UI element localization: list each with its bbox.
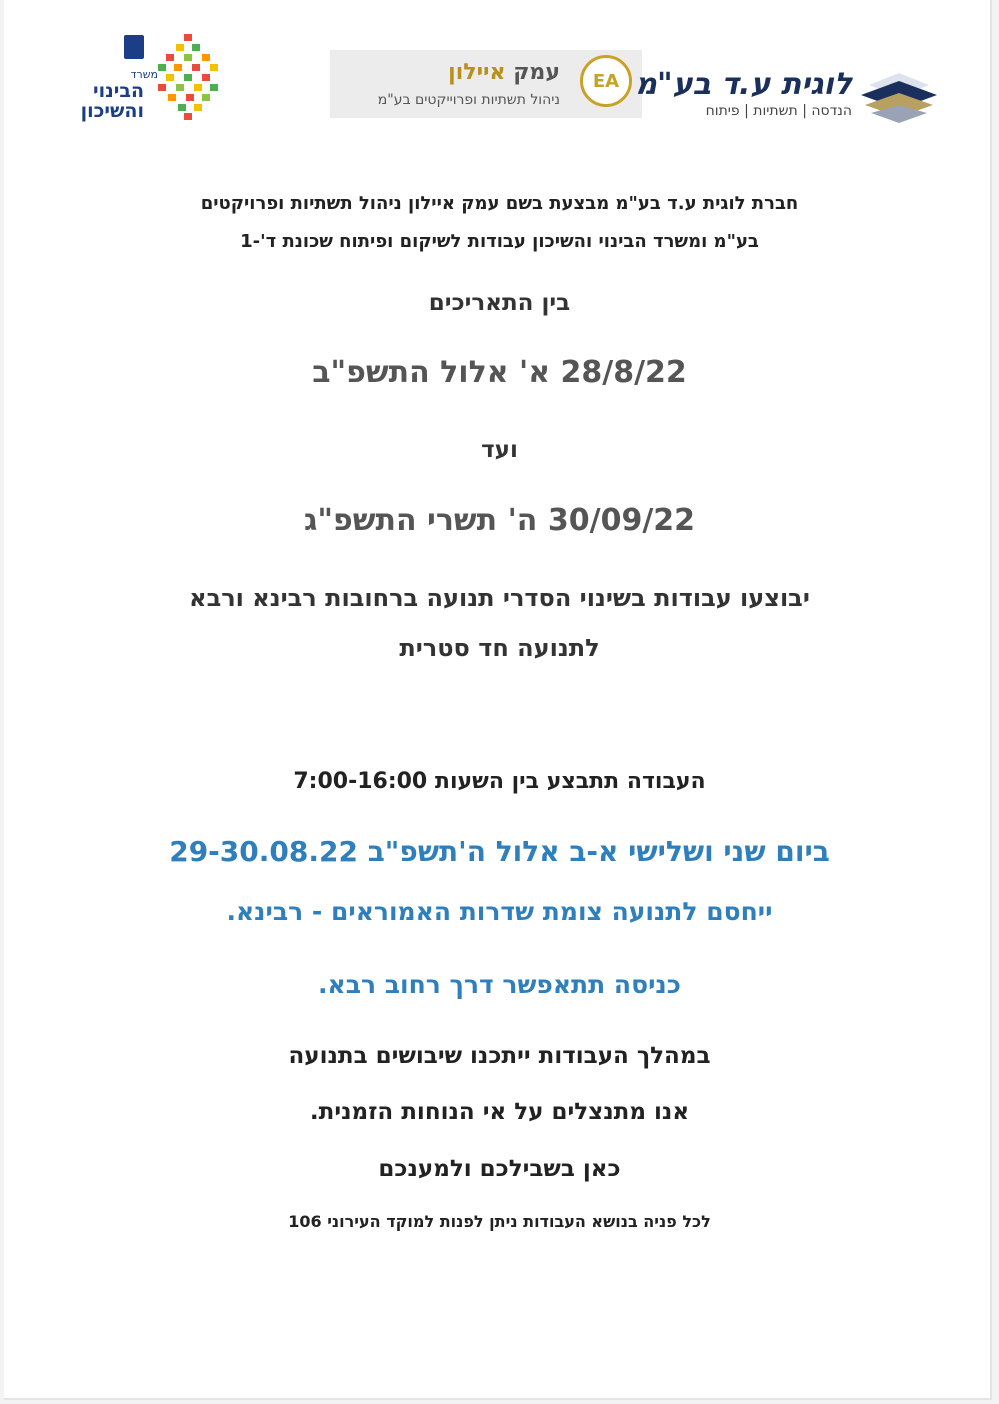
logit-logo [635, 55, 947, 130]
work-hours: העבודה תתבצע בין השעות 7:00-16:00 [293, 769, 706, 794]
intro-line1: חברת לוגית ע.ד בע"מ מבצעת בשם עמק איילון ניהול תשתיות ופרויקטים [200, 193, 799, 214]
ministry-name-line2: והשיכון [80, 100, 144, 122]
ministry-name-line1: הבינוי [93, 80, 144, 102]
ministry-logo [60, 30, 230, 125]
ea-mark-text: EA [592, 71, 620, 92]
closure-entry: כניסה תתאפשר דרך רחוב רבא. [318, 970, 681, 999]
until-heading: ועד [481, 437, 518, 463]
emek-name-part1: עמק [513, 60, 560, 85]
closure-days: ביום שני ושלישי א-ב אלול ה'תשפ"ב 29-30.08.22 [169, 835, 830, 868]
ministry-label: משרד [130, 68, 158, 81]
layers-icon [859, 65, 939, 125]
end-date: 30/09/22 ה' תשרי התשפ"ג [303, 503, 696, 538]
closure-blocked: ייחסם לתנועה צומת שדרות האמוראים - רבינא. [226, 897, 773, 926]
between-dates-heading: בין התאריכים [428, 290, 571, 316]
emek-name-part2: איילון [448, 60, 506, 85]
intro-line2: בע"מ ומשרד הבינוי והשיכון עבודות לשיקום ופיתוח שכונת ד'-1 [240, 231, 759, 252]
emek-subtitle: ניהול תשתיות ופרוייקטים בע"מ [377, 92, 560, 108]
state-emblem-icon [124, 35, 144, 59]
emek-name [448, 60, 560, 85]
start-date: 28/8/22 א' אלול התשפ"ב [312, 355, 687, 390]
logit-subtitle: הנדסה | תשתיות | פיתוח [705, 103, 852, 119]
logit-name: לוגית ע.ד בע"מ [635, 67, 852, 102]
footer-contact: לכל פניה בנושא העבודות ניתן לפנות למוקד העירוני 106 [288, 1212, 711, 1231]
closing-line1: במהלך העבודות ייתכנו שיבושים בתנועה [288, 1043, 711, 1069]
closing-line2: אנו מתנצלים על אי הנוחות הזמנית. [309, 1099, 690, 1125]
house-star-icon [156, 32, 222, 120]
emek-ayalon-logo [330, 50, 642, 118]
closing-line3: כאן בשבילכם ולמענכם [378, 1156, 621, 1182]
works-line1: יבוצעו עבודות בשינוי הסדרי תנועה ברחובות רבינא ורבא [189, 584, 810, 612]
ea-mark-icon [580, 55, 632, 107]
works-line2: לתנועה חד סטרית [399, 634, 600, 662]
